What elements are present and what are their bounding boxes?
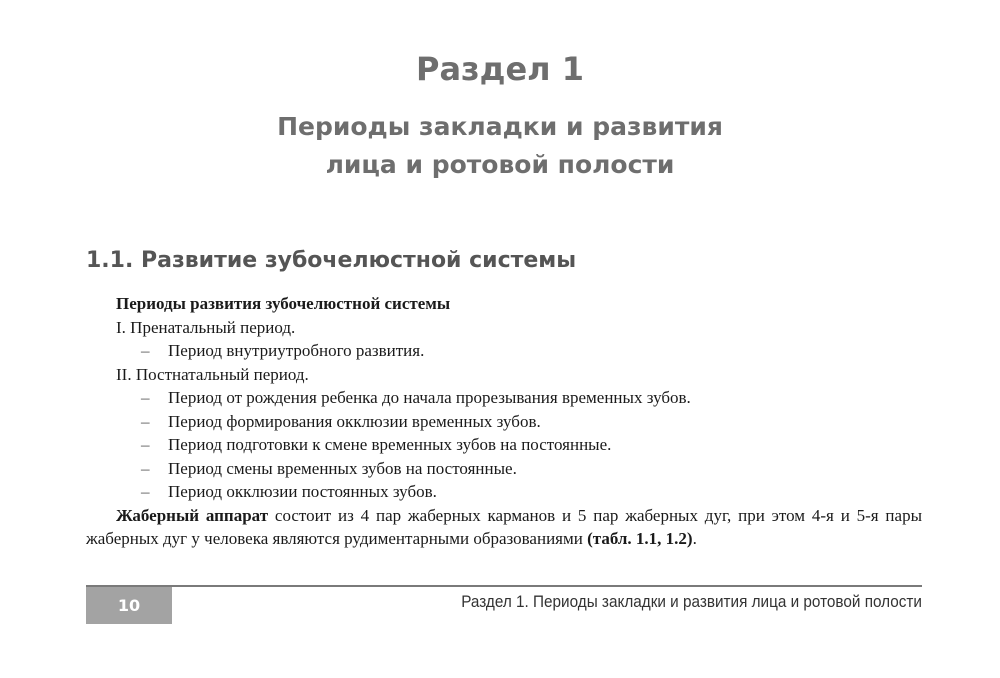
section-title-line: лица и ротовой полости <box>325 150 675 179</box>
dash-bullet: – <box>141 341 150 360</box>
list-item-text: Период окклюзии постоянных зубов. <box>168 482 437 501</box>
subsection-title: 1.1. Развитие зубочелюстной системы <box>86 248 577 273</box>
dash-bullet: – <box>141 458 150 478</box>
running-head: Раздел 1. Периоды закладки и развития лица и ротовой полости <box>461 592 922 611</box>
body-text <box>86 292 922 551</box>
dash-bullet: – <box>141 411 150 431</box>
periods-heading: Периоды развития зубочелюстной системы <box>116 294 451 313</box>
prenatal-label: I. Пренатальный период. <box>116 317 296 337</box>
list-item-text: Период подготовки к смене временных зубов на постоянные. <box>168 435 612 454</box>
list-item <box>86 433 922 457</box>
list-item-text: Период внутриутробного развития. <box>168 341 425 360</box>
gill-term: Жаберный аппарат <box>116 505 269 525</box>
gill-apparatus-paragraph <box>86 504 922 551</box>
section-title <box>0 108 1000 184</box>
list-item <box>86 410 922 434</box>
list-item <box>86 457 922 481</box>
table-reference: (табл. 1.1, 1.2) <box>587 529 693 548</box>
list-item <box>86 480 922 504</box>
list-item <box>86 386 922 410</box>
list-item-text: Период от рождения ребенка до начала прорезывания временных зубов. <box>168 388 691 407</box>
gill-text: состоит из 4 пар жаберных карманов и 5 пар жаберных дуг, при этом 4-я и 5-я пары жаберных дуг у человека являются рудиментарными образованиями <box>86 505 922 548</box>
list-item-text: Период смены временных зубов на постоянные. <box>168 458 517 478</box>
postnatal-label: II. Постнатальный период. <box>116 364 309 384</box>
section-title-line: Периоды закладки и развития <box>277 112 723 141</box>
list-item-text: Период формирования окклюзии временных зубов. <box>168 411 541 431</box>
list-item <box>86 339 922 363</box>
page-number: 10 <box>86 587 172 624</box>
dash-bullet: – <box>141 435 150 454</box>
section-label: Раздел 1 <box>415 50 585 88</box>
dash-bullet: – <box>141 388 150 407</box>
dash-bullet: – <box>141 482 150 501</box>
footer-rule <box>86 585 922 587</box>
paragraph-end: . <box>692 529 697 548</box>
